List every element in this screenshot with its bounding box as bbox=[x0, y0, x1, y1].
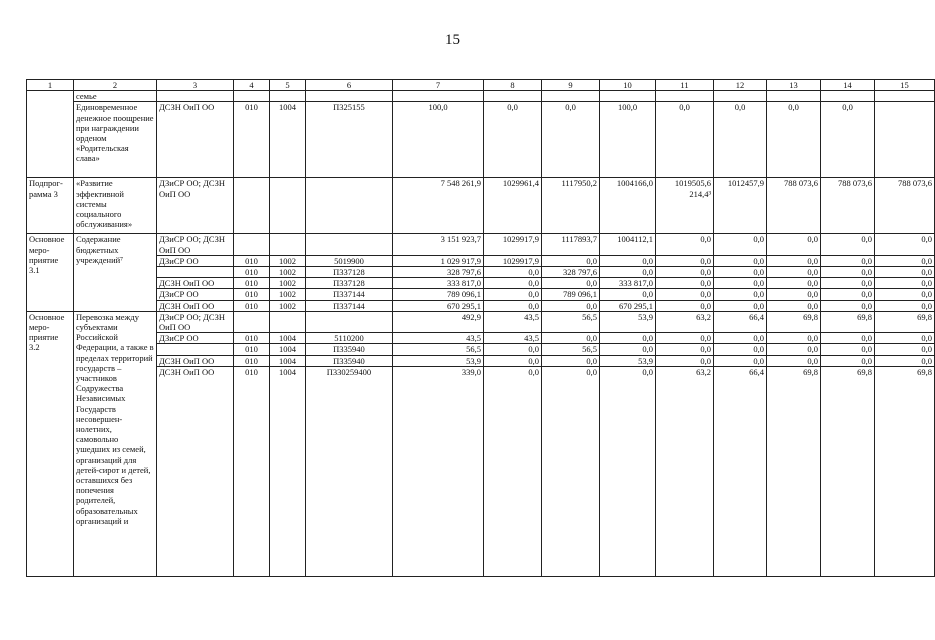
table-cell: 53,9 bbox=[600, 311, 656, 332]
table-cell: 69,8 bbox=[767, 311, 821, 332]
table-cell: 010 bbox=[234, 366, 270, 576]
table-cell: 69,8 bbox=[821, 311, 875, 332]
table-cell bbox=[234, 91, 270, 102]
table-cell: 1002 bbox=[270, 278, 306, 289]
table-cell: П335940 bbox=[306, 344, 393, 355]
table-cell: 1004 bbox=[270, 344, 306, 355]
table-cell: 010 bbox=[234, 267, 270, 278]
table-cell: 0,0 bbox=[714, 344, 767, 355]
table-cell bbox=[27, 91, 74, 178]
table-row bbox=[27, 366, 935, 576]
table-cell: 0,0 bbox=[767, 255, 821, 266]
table-row bbox=[27, 278, 935, 289]
table-cell: 0,0 bbox=[484, 102, 542, 178]
table-cell: 0,0 bbox=[656, 333, 714, 344]
table-cell bbox=[767, 91, 821, 102]
table-cell: 328 797,6 bbox=[393, 267, 484, 278]
table-cell: 69,8 bbox=[821, 366, 875, 576]
table-cell: 3 151 923,7 bbox=[393, 234, 484, 255]
table-cell: 63,2 bbox=[656, 366, 714, 576]
table-cell: 333 817,0 bbox=[600, 278, 656, 289]
table-cell bbox=[656, 91, 714, 102]
table-cell: 69,8 bbox=[767, 366, 821, 576]
budget-table bbox=[26, 79, 935, 577]
table-row bbox=[27, 333, 935, 344]
table-cell: 0,0 bbox=[875, 267, 935, 278]
table-cell: 69,8 bbox=[875, 311, 935, 332]
table-cell: 0,0 bbox=[767, 278, 821, 289]
table-cell: 0,0 bbox=[875, 234, 935, 255]
table-cell: 0,0 bbox=[656, 300, 714, 311]
table-cell: Перевозка между субъектами Российской Федерации, а также в пределах территорий государств – участников Содружества Независимых Государств несовершен-нолетних, самовольно ушедших из семей, организаций для детей-сирот и детей, оставшихся без попечения родителей, образовательных организаций и bbox=[74, 311, 157, 576]
table-cell: 0,0 bbox=[600, 289, 656, 300]
table-cell: ДСЗН ОиП ОО bbox=[157, 366, 234, 576]
column-header: 3 bbox=[157, 80, 234, 91]
column-header: 6 bbox=[306, 80, 393, 91]
table-cell: 100,0 bbox=[393, 102, 484, 178]
table-cell bbox=[270, 178, 306, 234]
table-cell bbox=[484, 91, 542, 102]
table-cell: Основное меро-приятие 3.2 bbox=[27, 311, 74, 576]
table-row bbox=[27, 234, 935, 255]
table-cell: 0,0 bbox=[600, 366, 656, 576]
table-cell: 0,0 bbox=[484, 278, 542, 289]
table-cell: Подпрог-рамма 3 bbox=[27, 178, 74, 234]
table-cell: 0,0 bbox=[821, 300, 875, 311]
column-header: 5 bbox=[270, 80, 306, 91]
table-cell: 010 bbox=[234, 102, 270, 178]
table-cell bbox=[600, 91, 656, 102]
table-cell: 0,0 bbox=[875, 289, 935, 300]
table-cell: 1002 bbox=[270, 300, 306, 311]
table-cell: 43,5 bbox=[393, 333, 484, 344]
table-row bbox=[27, 267, 935, 278]
table-cell bbox=[393, 91, 484, 102]
table-cell bbox=[821, 91, 875, 102]
table-cell: 1117950,2 bbox=[542, 178, 600, 234]
table-cell: 1117893,7 bbox=[542, 234, 600, 255]
table-cell: 0,0 bbox=[542, 278, 600, 289]
table-cell: 010 bbox=[234, 255, 270, 266]
table-cell: 492,9 bbox=[393, 311, 484, 332]
table-cell: 010 bbox=[234, 333, 270, 344]
table-cell: 0,0 bbox=[600, 344, 656, 355]
table-cell: 0,0 bbox=[656, 102, 714, 178]
table-cell: 0,0 bbox=[600, 267, 656, 278]
table-cell: 0,0 bbox=[656, 355, 714, 366]
table-cell: 0,0 bbox=[714, 355, 767, 366]
table-cell: 0,0 bbox=[821, 333, 875, 344]
table-cell: П335940 bbox=[306, 355, 393, 366]
table-cell: 0,0 bbox=[767, 234, 821, 255]
table-cell: 0,0 bbox=[714, 255, 767, 266]
table-cell: «Развитие эффективной системы социального обслуживания» bbox=[74, 178, 157, 234]
table-cell: 1029917,9 bbox=[484, 255, 542, 266]
table-cell: 0,0 bbox=[484, 300, 542, 311]
table-cell: 1002 bbox=[270, 255, 306, 266]
table-cell bbox=[714, 91, 767, 102]
table-cell: 0,0 bbox=[542, 355, 600, 366]
table-cell: 0,0 bbox=[767, 102, 821, 178]
column-header: 15 bbox=[875, 80, 935, 91]
table-cell: 1004 bbox=[270, 102, 306, 178]
table-cell: ДЗиСР ОО bbox=[157, 255, 234, 266]
table-cell: ДЗиСР ОО; ДСЗН ОиП ОО bbox=[157, 178, 234, 234]
table-cell: 56,5 bbox=[542, 311, 600, 332]
table-cell bbox=[157, 91, 234, 102]
column-header: 12 bbox=[714, 80, 767, 91]
table-cell: ДСЗН ОиП ОО bbox=[157, 300, 234, 311]
column-header: 13 bbox=[767, 80, 821, 91]
table-cell: 0,0 bbox=[484, 355, 542, 366]
table-cell: 0,0 bbox=[714, 289, 767, 300]
table-cell: 0,0 bbox=[714, 102, 767, 178]
column-header: 2 bbox=[74, 80, 157, 91]
table-cell: Содержание бюджетных учреждений⁷ bbox=[74, 234, 157, 311]
table-cell: 010 bbox=[234, 300, 270, 311]
table-cell: 0,0 bbox=[714, 234, 767, 255]
table-cell: 0,0 bbox=[821, 267, 875, 278]
table-cell: 0,0 bbox=[484, 267, 542, 278]
table-cell: 010 bbox=[234, 344, 270, 355]
table-cell: 56,5 bbox=[542, 344, 600, 355]
table-cell: 69,8 bbox=[875, 366, 935, 576]
table-cell: 1029961,4 bbox=[484, 178, 542, 234]
table-cell: 010 bbox=[234, 355, 270, 366]
column-header: 11 bbox=[656, 80, 714, 91]
table-cell bbox=[306, 178, 393, 234]
table-cell: 0,0 bbox=[821, 344, 875, 355]
table-cell: 788 073,6 bbox=[821, 178, 875, 234]
table-cell: 43,5 bbox=[484, 333, 542, 344]
table-cell: П337128 bbox=[306, 267, 393, 278]
column-header: 9 bbox=[542, 80, 600, 91]
table-cell: 0,0 bbox=[542, 300, 600, 311]
table-cell: ДЗиСР ОО; ДСЗН ОиП ОО bbox=[157, 234, 234, 255]
table-row bbox=[27, 311, 935, 332]
table-cell: 0,0 bbox=[875, 278, 935, 289]
table-cell bbox=[234, 311, 270, 332]
table-cell: 43,5 bbox=[484, 311, 542, 332]
table-cell: ДСЗН ОиП ОО bbox=[157, 355, 234, 366]
table-cell: ДЗиСР ОО bbox=[157, 289, 234, 300]
table-cell: 0,0 bbox=[656, 289, 714, 300]
table-cell: 1004112,1 bbox=[600, 234, 656, 255]
table-cell bbox=[542, 91, 600, 102]
table-cell: 1004166,0 bbox=[600, 178, 656, 234]
table-cell: ДСЗН ОиП ОО bbox=[157, 102, 234, 178]
table-cell: 56,5 bbox=[393, 344, 484, 355]
table-cell: 0,0 bbox=[821, 278, 875, 289]
table-cell: 0,0 bbox=[714, 278, 767, 289]
table-cell: ДСЗН ОиП ОО bbox=[157, 278, 234, 289]
column-header: 10 bbox=[600, 80, 656, 91]
table-cell: 0,0 bbox=[875, 255, 935, 266]
page-number: 15 bbox=[445, 32, 460, 48]
table-row bbox=[27, 91, 935, 102]
table-row bbox=[27, 102, 935, 178]
table-cell: 0,0 bbox=[656, 255, 714, 266]
table-cell: 0,0 bbox=[821, 255, 875, 266]
table-cell: 0,0 bbox=[767, 355, 821, 366]
table-cell: 333 817,0 bbox=[393, 278, 484, 289]
column-header: 1 bbox=[27, 80, 74, 91]
table-cell: 53,9 bbox=[600, 355, 656, 366]
table-cell: 0,0 bbox=[656, 234, 714, 255]
column-header: 14 bbox=[821, 80, 875, 91]
table-cell: 0,0 bbox=[821, 234, 875, 255]
table-cell: 1029917,9 bbox=[484, 234, 542, 255]
table-cell: 1 029 917,9 bbox=[393, 255, 484, 266]
table-cell bbox=[234, 178, 270, 234]
table-cell: 0,0 bbox=[875, 333, 935, 344]
table-cell: 328 797,6 bbox=[542, 267, 600, 278]
table-cell: Единовременное денежное поощрение при награждении орденом «Родительская слава» bbox=[74, 102, 157, 178]
table-cell: 0,0 bbox=[767, 267, 821, 278]
table-cell: 63,2 bbox=[656, 311, 714, 332]
table-cell: 66,4 bbox=[714, 311, 767, 332]
table-cell: 0,0 bbox=[600, 255, 656, 266]
table-cell: 0,0 bbox=[767, 289, 821, 300]
table-cell: 0,0 bbox=[821, 289, 875, 300]
table-row bbox=[27, 178, 935, 234]
table-row bbox=[27, 255, 935, 266]
table-cell: 0,0 bbox=[767, 344, 821, 355]
table-row bbox=[27, 300, 935, 311]
table-cell: 100,0 bbox=[600, 102, 656, 178]
table-cell: 0,0 bbox=[542, 255, 600, 266]
table-cell: 1019505,6 214,4³ bbox=[656, 178, 714, 234]
table-cell: 339,0 bbox=[393, 366, 484, 576]
table-cell bbox=[234, 234, 270, 255]
table-cell: 1012457,9 bbox=[714, 178, 767, 234]
table-cell: П337144 bbox=[306, 289, 393, 300]
table-cell: 010 bbox=[234, 289, 270, 300]
table-cell bbox=[270, 91, 306, 102]
table-cell: 53,9 bbox=[393, 355, 484, 366]
table-cell: 0,0 bbox=[542, 333, 600, 344]
table-cell: 0,0 bbox=[656, 267, 714, 278]
table-row bbox=[27, 289, 935, 300]
table-cell bbox=[306, 311, 393, 332]
table-cell: 670 295,1 bbox=[600, 300, 656, 311]
table-cell: 1004 bbox=[270, 366, 306, 576]
table-cell: 0,0 bbox=[714, 267, 767, 278]
table-cell: 789 096,1 bbox=[393, 289, 484, 300]
table-cell: 0,0 bbox=[542, 102, 600, 178]
table-cell bbox=[157, 267, 234, 278]
table-cell: 66,4 bbox=[714, 366, 767, 576]
table-cell: 0,0 bbox=[542, 366, 600, 576]
table-cell: 0,0 bbox=[875, 300, 935, 311]
table-row bbox=[27, 355, 935, 366]
table-cell: П325155 bbox=[306, 102, 393, 178]
table-cell bbox=[157, 344, 234, 355]
table-cell: 1002 bbox=[270, 267, 306, 278]
table-cell bbox=[875, 102, 935, 178]
table-cell: 5110200 bbox=[306, 333, 393, 344]
table-cell: 010 bbox=[234, 278, 270, 289]
table-cell: П337128 bbox=[306, 278, 393, 289]
table-cell: 0,0 bbox=[821, 102, 875, 178]
table-cell: ДЗиСР ОО; ДСЗН ОиП ОО bbox=[157, 311, 234, 332]
table-cell: 0,0 bbox=[821, 355, 875, 366]
table-cell: 788 073,6 bbox=[875, 178, 935, 234]
table-cell: 0,0 bbox=[714, 300, 767, 311]
table-cell: 0,0 bbox=[484, 344, 542, 355]
table-cell: 5019900 bbox=[306, 255, 393, 266]
table-cell: 0,0 bbox=[484, 366, 542, 576]
table-cell bbox=[306, 91, 393, 102]
table-cell: 1002 bbox=[270, 289, 306, 300]
table-cell: 0,0 bbox=[484, 289, 542, 300]
table-cell: 789 096,1 bbox=[542, 289, 600, 300]
table-cell: 7 548 261,9 bbox=[393, 178, 484, 234]
column-header: 8 bbox=[484, 80, 542, 91]
table-cell: 0,0 bbox=[875, 355, 935, 366]
table-cell: 0,0 bbox=[767, 333, 821, 344]
table-cell: 0,0 bbox=[714, 333, 767, 344]
table-cell: 1004 bbox=[270, 355, 306, 366]
table-cell bbox=[306, 234, 393, 255]
table-cell: ДЗиСР ОО bbox=[157, 333, 234, 344]
table-cell: семье bbox=[74, 91, 157, 102]
table-cell: 0,0 bbox=[600, 333, 656, 344]
table-cell bbox=[270, 311, 306, 332]
header-row bbox=[27, 80, 935, 91]
column-header: 4 bbox=[234, 80, 270, 91]
table-cell: 0,0 bbox=[656, 278, 714, 289]
column-header: 7 bbox=[393, 80, 484, 91]
table-cell: 788 073,6 bbox=[767, 178, 821, 234]
table-cell: 0,0 bbox=[767, 300, 821, 311]
table-cell: 0,0 bbox=[656, 344, 714, 355]
table-cell: Основное меро-приятие 3.1 bbox=[27, 234, 74, 311]
table-cell: 0,0 bbox=[875, 344, 935, 355]
table-cell: 1004 bbox=[270, 333, 306, 344]
table-cell: П337144 bbox=[306, 300, 393, 311]
table-cell: 670 295,1 bbox=[393, 300, 484, 311]
table-cell: П330259400 bbox=[306, 366, 393, 576]
table-cell bbox=[270, 234, 306, 255]
table-row bbox=[27, 344, 935, 355]
table-cell bbox=[875, 91, 935, 102]
